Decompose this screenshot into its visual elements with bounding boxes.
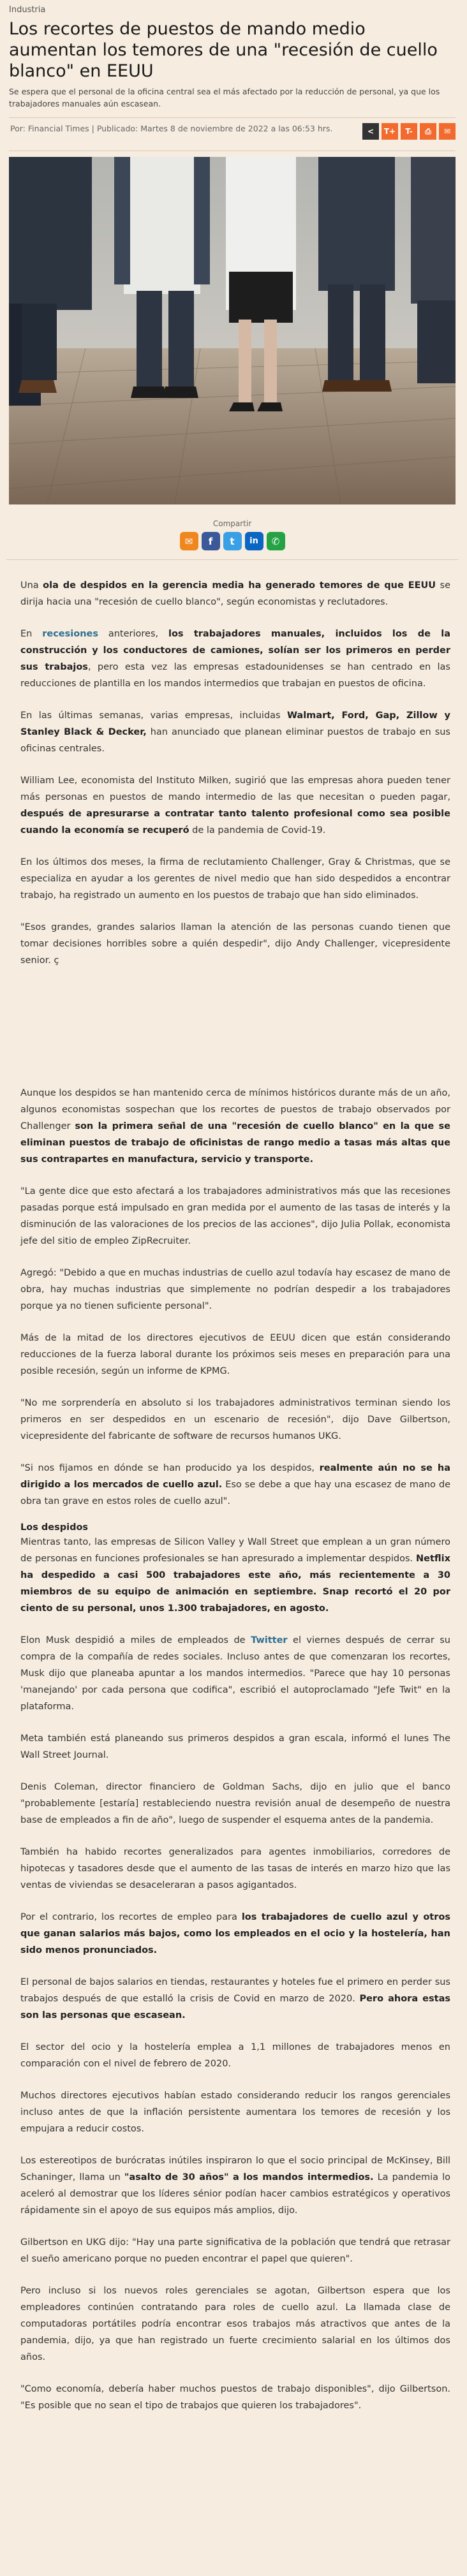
blank-space bbox=[20, 984, 450, 1085]
paragraph: "No me sorprendería en absoluto si los trabajadores administrativos terminan siendo los primeros en ser despedidos en un escenario de recesión", dijo Dave Gilbertson, vicepresidente del fabricante de software de recursos humanos UKG. bbox=[20, 1398, 450, 1441]
paragraph: Gilbertson en UKG dijo: "Hay una parte significativa de la población que tendrá que retrasar el sueño americano porque no pueden encontrar el papel que quieren". bbox=[20, 2237, 450, 2264]
office-workers-photo bbox=[9, 157, 456, 504]
font-increase-button[interactable]: T+ bbox=[382, 123, 398, 140]
paragraph: El sector del ocio y la hostelería emplea a 1,1 millones de trabajadores menos en comparación con el nivel de febrero de 2020. bbox=[20, 2042, 450, 2069]
paragraph bbox=[20, 626, 450, 692]
article-headline: Los recortes de puestos de mando medio aumentan los temores de una "recesión de cuello blanco" en EEUU bbox=[9, 19, 438, 81]
text: En las últimas semanas, varias empresas, incluidas bbox=[20, 710, 287, 721]
paragraph: Denis Coleman, director financiero de Goldman Sachs, dijo en julio que el banco "probablemente [estaría] restableciendo nuestra revisión anual de desempeño de nuestra base de empleados a fin de año", luego de suspender el esquema antes de la pandemia. bbox=[20, 1782, 450, 1825]
emphasis: realmente aún no se ha dirigido a los mercados de cuello azul. bbox=[20, 1463, 450, 1490]
text: Mientras tanto, las empresas de Silicon Valley y Wall Street que emplean a un gran número de personas en funciones profesionales se han apresurado a implementar despidos. bbox=[20, 1537, 450, 1564]
share-section bbox=[6, 504, 458, 560]
paragraph bbox=[20, 1974, 450, 2024]
font-decrease-button[interactable]: T- bbox=[401, 123, 417, 140]
emphasis: los trabajadores de cuello azul y otros que ganan salarios más bajos, como los empleados en el ocio y la hostelería, han sido menos pronunciados. bbox=[20, 1912, 450, 1955]
email-icon[interactable]: ✉ bbox=[439, 123, 456, 140]
paragraph: Más de la mitad de los directores ejecutivos de EEUU dicen que están considerando reducciones de la fuerza laboral durante los próximos seis meses en preparación para una posible recesión, según un informe de KPMG. bbox=[20, 1333, 450, 1376]
text: "Si nos fijamos en dónde se han producido ya los despidos, bbox=[20, 1463, 320, 1473]
paragraph bbox=[20, 1460, 450, 1510]
share-icons bbox=[6, 532, 458, 550]
emphasis: los trabajadores manuales, incluidos los de la construcción y los conductores de camiones, solían ser los primeros en perder sus trabajos bbox=[20, 629, 450, 672]
paragraph bbox=[20, 707, 450, 757]
text: Los estereotipos de burócratas inútiles inspiraron lo que el socio principal de McKinsey, Bill Schaninger, llama un bbox=[20, 2156, 450, 2182]
text: Por el contrario, los recortes de empleo para bbox=[20, 1912, 242, 1922]
emphasis: Walmart, Ford, Gap, Zillow y Stanley Black & Decker, bbox=[20, 710, 450, 737]
text: han anunciado que planean eliminar puestos de trabajo en sus oficinas centrales. bbox=[20, 727, 450, 754]
article-tools bbox=[362, 123, 456, 140]
emphasis: "asalto de 30 años" a los mandos intermedios. bbox=[124, 2172, 374, 2182]
paragraph bbox=[20, 577, 450, 610]
twitter-share-icon[interactable]: t bbox=[223, 532, 242, 550]
text: Una bbox=[20, 580, 43, 591]
paragraph bbox=[20, 1534, 450, 1617]
emphasis: después de apresurarse a contratar tanto talento profesional como sea posible cuando la economía se recuperó bbox=[20, 809, 450, 835]
share-label: Compartir bbox=[212, 519, 252, 528]
text: El personal de bajos salarios en tiendas, restaurantes y hoteles fue el primero en perder sus trabajos después de que estalló la crisis de Covid en marzo de 2020. bbox=[20, 1977, 450, 2004]
mail-share-icon[interactable]: ✉ bbox=[180, 532, 198, 550]
text: se dirija hacia una "recesión de cuello blanco", según economistas y reclutadores. bbox=[20, 580, 450, 607]
text: Elon Musk despidió a miles de empleados de bbox=[20, 1635, 251, 1645]
paragraph bbox=[20, 1085, 450, 1168]
facebook-share-icon[interactable]: f bbox=[202, 532, 220, 550]
text: Eso se debe a que hay una escasez de mano de obra tan grave en estos roles de cuello azul". bbox=[20, 1480, 450, 1506]
paragraph: "La gente dice que esto afectará a los trabajadores administrativos más que las recesiones pasadas porque está impulsado en gran medida por el aumento de las tasas de interés y la disminución de las valoraciones de los precios de las acciones", dijo Julia Pollak, economista jefe del sitio de empleo ZipRecruiter. bbox=[20, 1186, 450, 1246]
paragraph: Agregó: "Debido a que en muchas industrias de cuello azul todavía hay escasez de mano de obra, hay muchas industrias que simplemente no podrían despedir a los trabajadores porque ya no tienen suficiente personal". bbox=[20, 1268, 450, 1311]
text: La pandemia lo aceleró al demostrar que los líderes sénior podían hacer cambios estratégicos y operativos rápidamente sin el apoyo de sus equipos más amplios, dijo. bbox=[20, 2172, 450, 2216]
paragraph bbox=[20, 2153, 450, 2219]
paragraph: "Esos grandes, grandes salarios llaman la atención de las personas cuando tienen que tomar decisiones horribles sobre a quién despedir", dijo Andy Challenger, vicepresidente senior. ç bbox=[20, 922, 450, 966]
whatsapp-share-icon[interactable]: ✆ bbox=[267, 532, 285, 550]
hero-image bbox=[9, 157, 456, 504]
paragraph: En los últimos dos meses, la firma de reclutamiento Challenger, Gray & Christmas, que se especializa en ayudar a los gerentes de nivel medio que han sido despedidos a encontrar trabajo, ha registrado un aumento en los puestos de trabajo que han sido eliminados. bbox=[20, 857, 450, 901]
text: anteriores, bbox=[98, 629, 168, 639]
paragraph: Muchos directores ejecutivos habían estado considerando reducir los rangos gerenciales incluso antes de que la inflación persistente aumentara los temores de recesión y los empujara a reducir costos. bbox=[20, 2091, 450, 2134]
paragraph: Meta también está planeando sus primeros despidos a gran escala, informó el lunes The Wall Street Journal. bbox=[20, 1733, 450, 1760]
article-standfirst: Se espera que el personal de la oficina central sea el más afectado por la reducción de personal, ya que los trabajadores manuales aún escasean. bbox=[9, 87, 440, 108]
paragraph bbox=[20, 1632, 450, 1715]
print-icon[interactable]: ⎙ bbox=[420, 123, 436, 140]
byline-bar bbox=[9, 117, 456, 151]
text: de la pandemia de Covid-19. bbox=[189, 825, 326, 835]
section-label[interactable]: Industria bbox=[9, 5, 46, 15]
paragraph: Pero incluso si los nuevos roles gerenciales se agotan, Gilbertson espera que los empleadores continúen contratando para roles de cuello azul. La llamada clase de computadoras portátiles podría encontrar esos trabajos más atractivos que antes de la pandemia, dijo, ya que han registrado un fuerte crecimiento salarial en los últimos dos años. bbox=[20, 2286, 450, 2362]
emphasis: ola de despidos en la gerencia media ha generado temores de que EEUU bbox=[43, 580, 436, 591]
paragraph bbox=[20, 772, 450, 839]
byline: Por: Financial Times | Publicado: Martes 8 de noviembre de 2022 a las 06:53 hrs. bbox=[10, 124, 333, 133]
text: , pero esta vez las empresas estadounidenses se han centrado en las reducciones de plantilla en los mandos intermedios que trabajan en puestos de oficina. bbox=[20, 662, 450, 689]
text: En bbox=[20, 629, 43, 639]
paragraph bbox=[20, 1909, 450, 1959]
paragraph: "Como economía, debería haber muchos puestos de trabajo disponibles", dijo Gilbertson. "Es posible que no sean el tipo de trabajos que quieren los trabajadores". bbox=[20, 2384, 450, 2411]
text: Aunque los despidos se han mantenido cerca de mínimos históricos durante más de un año, algunos economistas sospechan que los recortes de puestos de trabajo observados por Challenger bbox=[20, 1088, 450, 1131]
linkedin-share-icon[interactable]: in bbox=[245, 532, 263, 550]
article-body bbox=[9, 560, 456, 2414]
recesiones-link[interactable]: recesiones bbox=[42, 629, 98, 639]
article-header bbox=[9, 0, 456, 110]
share-arrow-icon[interactable]: < bbox=[362, 123, 379, 140]
subheading: Los despidos bbox=[20, 1522, 89, 1533]
text: el viernes después de cerrar su compra de la compañía de redes sociales. Incluso antes de que comenzaran los recortes, Musk dijo que planeaba apuntar a los mandos intermedios. "Parece que hay 10 personas 'manejando' por cada persona que codifica", escribió el autoproclamado "Jefe Twit" en la plataforma. bbox=[20, 1635, 450, 1712]
emphasis: Netflix ha despedido a casi 500 trabajadores este año, más recientemente a 30 miembros de su equipo de animación en septiembre. Snap recortó el 20 por ciento de su personal, unos 1.300 trabajadores, en agosto. bbox=[20, 1554, 450, 1614]
emphasis: Pero ahora estas son las personas que escasean. bbox=[20, 1994, 450, 2020]
text: William Lee, economista del Instituto Milken, sugirió que las empresas ahora pueden tener más personas en puestos de mando intermedio de las que necesitan o pueden pagar, bbox=[20, 776, 450, 802]
emphasis: son la primera señal de una "recesión de cuello blanco" en la que se eliminan puestos de trabajo de oficinistas de rango medio a tasas más altas que sus contrapartes en manufactura, servicio y transporte. bbox=[20, 1121, 450, 1165]
twitter-link[interactable]: Twitter bbox=[251, 1635, 288, 1645]
paragraph: También ha habido recortes generalizados para agentes inmobiliarios, corredores de hipotecas y tasadores desde que el aumento de las tasas de interés en marzo hizo que las ventas de viviendas se desaceleraran a pasos agigantados. bbox=[20, 1847, 450, 1890]
